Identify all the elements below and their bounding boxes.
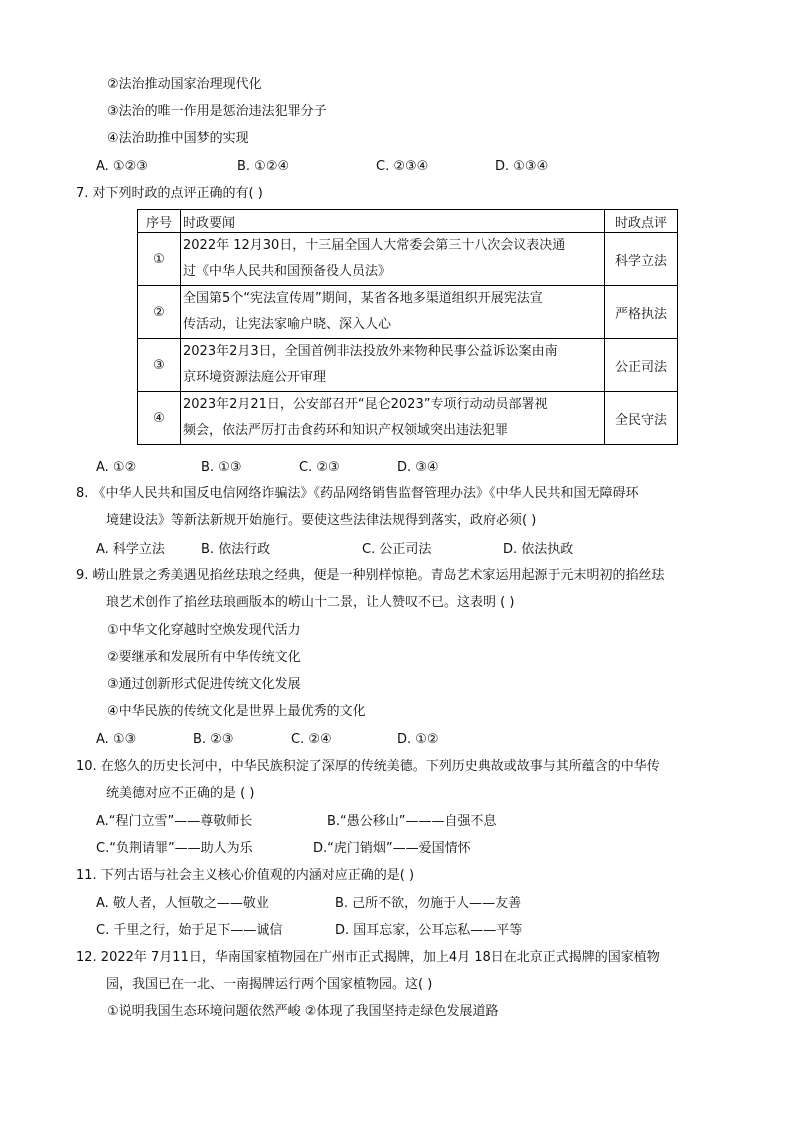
q9-stem-line-2: 琅艺术创作了掐丝珐琅画版本的崂山十二景，让人赞叹不已。这表明 ( ): [106, 595, 515, 610]
q9-option-a: A. ①③: [96, 732, 137, 747]
q11-option-d: D. 国耳忘家，公耳忘私——平等: [335, 923, 523, 938]
row-comment: 公正司法: [605, 339, 678, 392]
q7-option-d: D. ③④: [397, 460, 439, 475]
q9-item-3: ③通过创新形式促进传统文化发展: [107, 677, 301, 692]
table-row: [138, 392, 678, 445]
news-line: 京环境资源法庭公开审理: [183, 370, 327, 385]
q10-option-a: A.“程门立雪”——尊敬师长: [96, 814, 253, 829]
news-line: 频会，依法严厉打击食药环和知识产权领域突出违法犯罪: [183, 423, 509, 438]
q8-option-b: B. 依法行政: [201, 542, 271, 557]
q11-option-a: A. 敬人者，人恒敬之——敬业: [96, 896, 269, 911]
news-line: 过《中华人民共和国预备役人员法》: [183, 264, 392, 279]
q7-option-b: B. ①③: [201, 460, 242, 475]
row-no: ②: [138, 286, 181, 339]
news-line: 2023年2月3日，全国首例非法投放外来物种民事公益诉讼案由南: [183, 344, 558, 359]
prev-item-4: ④法治助推中国梦的实现: [107, 131, 249, 146]
table-row: [138, 339, 678, 392]
table-row: [138, 286, 678, 339]
table-row: [138, 233, 678, 286]
row-news: [181, 233, 605, 286]
row-news: [181, 286, 605, 339]
q10-stem-line-1: 10. 在悠久的历史长河中，中华民族积淀了深厚的传统美德。下列历史典故或故事与其所蕴含的中华传: [76, 759, 660, 774]
q7-option-c: C. ②③: [299, 460, 340, 475]
news-line: 2023年2月21日，公安部召开“昆仑2023”专项行动动员部署视: [183, 397, 548, 412]
prev-option-d: D. ①③④: [495, 159, 549, 174]
header-comment: 时政点评: [605, 210, 678, 233]
q8-stem-line-1: 8. 《中华人民共和国反电信网络诈骗法》《药品网络销售监督管理办法》《中华人民共和国无障碍环: [76, 486, 639, 501]
row-news: [181, 339, 605, 392]
q7-option-a: A. ①②: [96, 460, 137, 475]
q7-stem: 7. 对下列时政的点评正确的有( ): [76, 186, 263, 201]
row-no: ③: [138, 339, 181, 392]
q9-stem-line-1: 9. 崂山胜景之秀美遇见掐丝珐琅之经典，便是一种别样惊艳。青岛艺术家运用起源于元末明初的掐丝珐: [76, 568, 665, 583]
q8-option-d: D. 依法执政: [503, 542, 574, 557]
q10-stem-line-2: 统美德对应不正确的是 ( ): [106, 786, 255, 801]
q12-items: ①说明我国生态环境问题依然严峻 ②体现了我国坚持走绿色发展道路: [107, 1004, 499, 1019]
q10-option-d: D.“虎门销烟”——爱国情怀: [313, 841, 471, 856]
q9-item-4: ④中华民族的传统文化是世界上最优秀的文化: [107, 704, 366, 719]
prev-option-b: B. ①②④: [237, 159, 290, 174]
news-line: 2022年 12月30日，十三届全国人大常委会第三十八次会议表决通: [183, 238, 566, 253]
table-header-row: [138, 210, 678, 233]
header-news: 时政要闻: [181, 210, 605, 233]
q11-option-c: C. 千里之行，始于足下——诚信: [96, 923, 283, 938]
header-no: 序号: [138, 210, 181, 233]
row-news: [181, 392, 605, 445]
row-comment: 科学立法: [605, 233, 678, 286]
q12-stem-line-1: 12. 2022年 7月11日，华南国家植物园在广州市正式揭牌，加上4月 18日在北京正式揭牌的国家植物: [76, 950, 660, 965]
news-line: 传活动，让宪法家喻户晓、深入人心: [183, 317, 392, 332]
q11-stem: 11. 下列古语与社会主义核心价值观的内涵对应正确的是( ): [76, 868, 415, 883]
row-comment: 全民守法: [605, 392, 678, 445]
prev-item-3: ③法治的唯一作用是惩治违法犯罪分子: [107, 104, 327, 119]
q9-item-2: ②要继承和发展所有中华传统文化: [107, 650, 301, 665]
q8-option-a: A. 科学立法: [96, 542, 165, 557]
prev-item-2: ②法治推动国家治理现代化: [107, 77, 262, 92]
news-line: 全国第5个“宪法宣传周”期间，某省各地多渠道组织开展宪法宣: [183, 291, 543, 306]
prev-option-c: C. ②③④: [376, 159, 429, 174]
q10-option-b: B.“愚公移山”———自强不息: [327, 814, 497, 829]
q8-option-c: C. 公正司法: [362, 542, 432, 557]
q11-option-b: B. 己所不欲，勿施于人——友善: [335, 896, 522, 911]
q8-stem-line-2: 境建设法》等新法新规开始施行。要使这些法律法规得到落实，政府必须( ): [106, 513, 537, 528]
q12-stem-line-2: 园，我国已在一北、一南揭牌运行两个国家植物园。这( ): [106, 977, 433, 992]
q10-option-c: C.“负荆请罪”——助人为乐: [96, 841, 253, 856]
q7-news-table: [137, 209, 678, 445]
q9-option-b: B. ②③: [193, 732, 234, 747]
q9-item-1: ①中华文化穿越时空焕发现代活力: [107, 623, 301, 638]
row-no: ①: [138, 233, 181, 286]
row-no: ④: [138, 392, 181, 445]
row-comment: 严格执法: [605, 286, 678, 339]
q9-option-d: D. ①②: [397, 732, 439, 747]
prev-option-a: A. ①②③: [96, 159, 148, 174]
q9-option-c: C. ②④: [291, 732, 332, 747]
